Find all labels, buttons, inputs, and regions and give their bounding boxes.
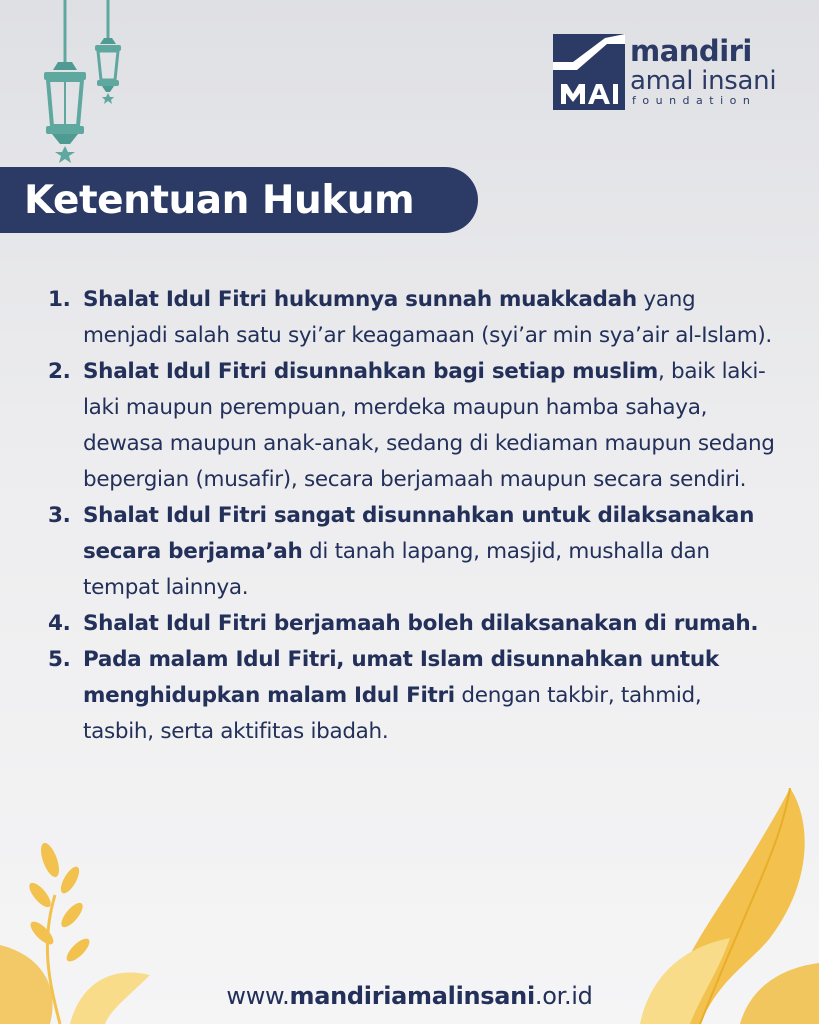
brand-logo [553, 34, 793, 110]
list-item-number: 1. [48, 287, 71, 312]
list-item [48, 642, 778, 750]
list-item-text: di tanah lapang, masjid, mushalla dan tempat lainnya. [83, 539, 710, 600]
list-item-bold-text: Shalat Idul Fitri hukumnya sunnah muakkadah [83, 287, 637, 312]
brand-name-line3: foundation [632, 94, 757, 107]
list-item-number: 4. [48, 611, 71, 636]
website-url [0, 982, 819, 1010]
url-suffix: .or.id [534, 982, 593, 1010]
brand-name-line1: mandiri [630, 34, 752, 68]
list-item-number: 2. [48, 359, 71, 384]
title-banner [0, 167, 478, 233]
brand-name-line2: amal insani [630, 66, 777, 96]
list-item-bold-text: Pada malam Idul Fitri, umat Islam disunnahkan untuk menghidupkan malam Idul Fitri [83, 647, 719, 708]
list-item-text: yang menjadi salah satu syi’ar keagamaan (syi’ar min sya’air al-Islam). [83, 287, 772, 348]
list-item-number: 5. [48, 647, 71, 672]
url-domain: mandiriamalinsani [289, 982, 535, 1010]
list-item-bold-text: Shalat Idul Fitri sangat disunnahkan untuk dilaksanakan secara berjama’ah [83, 503, 755, 564]
list-item [48, 354, 778, 498]
list-item-number: 3. [48, 503, 71, 528]
list-item-bold-text: Shalat Idul Fitri berjamaah boleh dilaksanakan di rumah. [83, 611, 759, 636]
list-item [48, 498, 778, 606]
hanging-lanterns-icon [20, 0, 140, 165]
list-item-text: dengan takbir, tahmid, tasbih, serta aktifitas ibadah. [83, 683, 702, 744]
list-item [48, 606, 778, 642]
list-item-text: , baik laki-laki maupun perempuan, merdeka maupun hamba sahaya, dewasa maupun anak-anak, sedang di kediaman maupun sedang bepergian (musafir), secara berjamaah maupun secara sendiri. [83, 359, 775, 492]
url-prefix: www. [226, 982, 290, 1010]
page-title: Ketentuan Hukum [24, 177, 415, 223]
list-item-bold-text: Shalat Idul Fitri disunnahkan bagi setiap muslim [83, 359, 658, 384]
mai-logo-mark-icon [553, 34, 625, 110]
list-item [48, 282, 778, 354]
rules-list [48, 282, 778, 750]
